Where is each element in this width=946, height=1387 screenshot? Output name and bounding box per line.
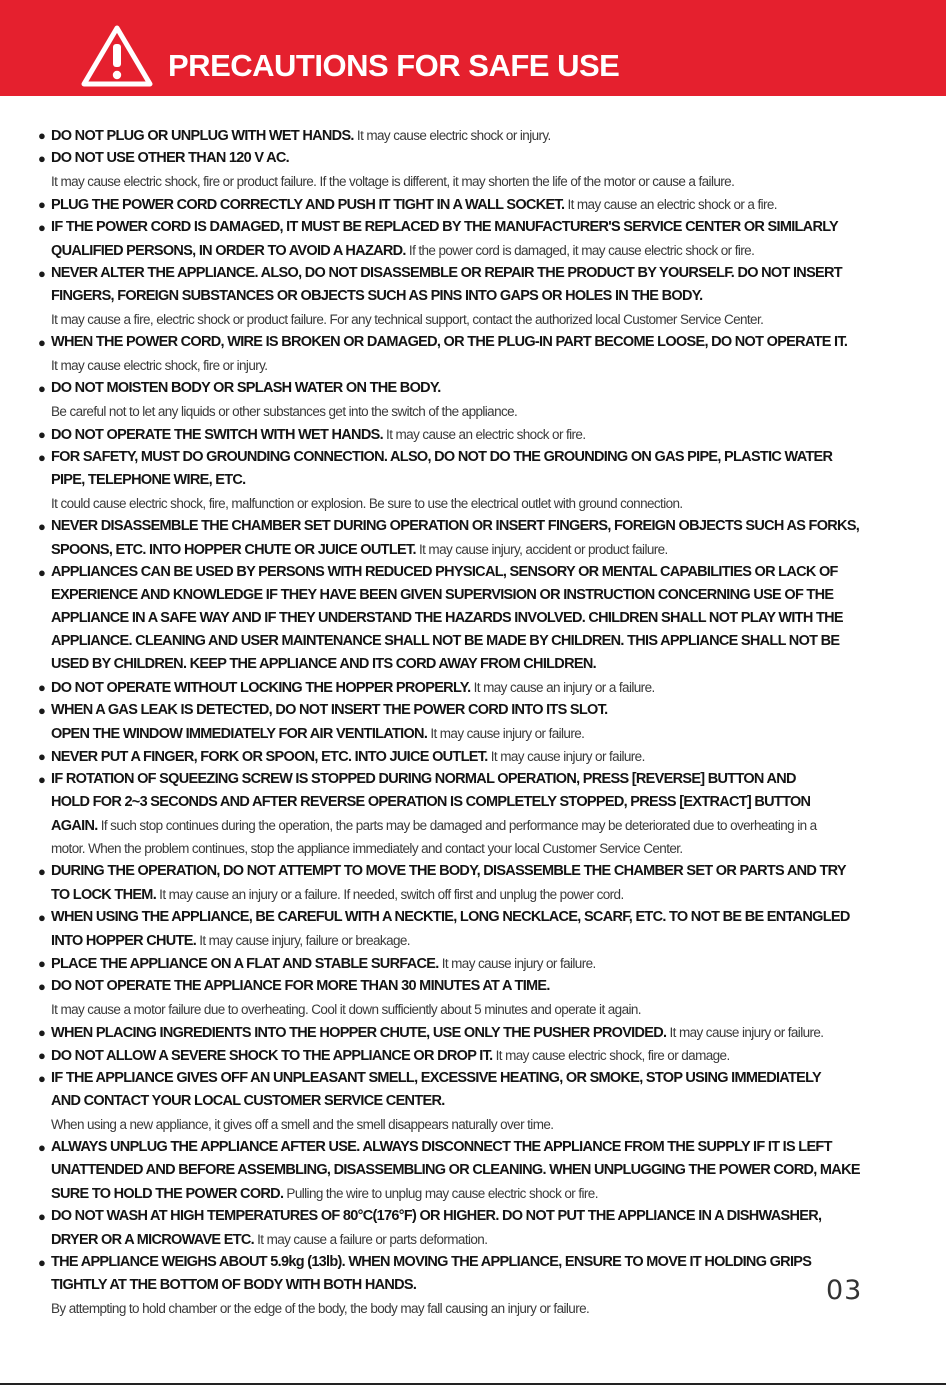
- bullet-icon: ●: [38, 197, 46, 212]
- precaution-heading-text: APPLIANCE IN A SAFE WAY AND IF THEY UNDERSTAND THE HAZARDS INVOLVED. CHILDREN SHALL NOT PLAY WITH THE: [51, 610, 843, 626]
- precaution-detail-text: It may cause an electric shock or fire.: [382, 427, 586, 442]
- precaution-line: [51, 216, 914, 239]
- precaution-heading-text: SURE TO HOLD THE POWER CORD.: [51, 1186, 284, 1202]
- precaution-heading-text: DO NOT OPERATE THE APPLIANCE FOR MORE THAN 30 MINUTES AT A TIME.: [51, 978, 550, 994]
- precaution-line: [51, 791, 914, 814]
- bullet-icon: ●: [38, 1048, 46, 1063]
- bullet-icon: ●: [38, 910, 46, 925]
- precaution-line: [51, 492, 914, 515]
- precaution-heading-text: AND CONTACT YOUR LOCAL CUSTOMER SERVICE CENTER.: [51, 1093, 445, 1109]
- precaution-line: [51, 607, 914, 630]
- precaution-detail-text: It may cause electric shock, fire or damage.: [492, 1048, 730, 1063]
- page-title: PRECAUTIONS FOR SAFE USE: [168, 48, 620, 83]
- precaution-item: [38, 768, 914, 860]
- precaution-line: [51, 745, 914, 768]
- header-banner: [0, 0, 946, 96]
- precaution-heading-text: TIGHTLY AT THE BOTTOM OF BODY WITH BOTH HANDS.: [51, 1277, 417, 1293]
- bullet-icon: ●: [38, 519, 46, 534]
- precaution-line: [51, 722, 914, 745]
- precaution-line: [51, 1021, 914, 1044]
- precaution-line: [51, 170, 914, 193]
- precaution-line: [51, 285, 914, 308]
- precaution-item: [38, 1136, 914, 1205]
- precaution-line: [51, 239, 914, 262]
- precaution-line: [51, 538, 914, 561]
- precaution-line: [51, 1136, 914, 1159]
- precaution-line: [51, 952, 914, 975]
- precaution-line: [51, 1159, 914, 1182]
- precaution-detail-text: By attempting to hold chamber or the edge of the body, the body may fall causing an injury or failure.: [51, 1301, 590, 1316]
- precaution-line: [51, 584, 914, 607]
- bullet-icon: ●: [38, 1071, 46, 1086]
- precaution-heading-text: DO NOT OPERATE THE SWITCH WITH WET HANDS.: [51, 427, 383, 443]
- precaution-item: [38, 975, 914, 1021]
- precaution-line: [51, 377, 914, 400]
- precaution-item: [38, 124, 914, 147]
- bottom-divider: [0, 1383, 946, 1385]
- bullet-icon: ●: [38, 381, 46, 396]
- precaution-detail-text: It may cause injury, accident or product failure.: [415, 542, 668, 557]
- precaution-item: [38, 561, 914, 676]
- precaution-heading-text: DRYER OR A MICROWAVE ETC.: [51, 1232, 254, 1248]
- bullet-icon: ●: [38, 565, 46, 580]
- precaution-heading-text: WHEN THE POWER CORD, WIRE IS BROKEN OR DAMAGED, OR THE PLUG-IN PART BECOME LOOSE, DO NOT OPERATE IT.: [51, 334, 848, 350]
- precaution-heading-text: PLACE THE APPLIANCE ON A FLAT AND STABLE SURFACE.: [51, 956, 439, 972]
- precaution-heading-text: AGAIN.: [51, 818, 98, 834]
- precaution-detail-text: It may cause electric shock, fire or injury.: [51, 358, 268, 373]
- precaution-detail-text: It may cause injury, failure or breakage.: [196, 933, 410, 948]
- precaution-line: [51, 469, 914, 492]
- precaution-detail-text: Pulling the wire to unplug may cause electric shock or fire.: [283, 1186, 598, 1201]
- precaution-item: [38, 377, 914, 423]
- precaution-line: [51, 308, 914, 331]
- precaution-item: [38, 676, 914, 699]
- precaution-item: [38, 952, 914, 975]
- precaution-heading-text: WHEN A GAS LEAK IS DETECTED, DO NOT INSERT THE POWER CORD INTO ITS SLOT.: [51, 702, 608, 718]
- bullet-icon: ●: [38, 864, 46, 879]
- precaution-item: [38, 1205, 914, 1251]
- precaution-heading-text: OPEN THE WINDOW IMMEDIATELY FOR AIR VENTILATION.: [51, 726, 428, 742]
- bullet-icon: ●: [38, 450, 46, 465]
- precaution-line: [51, 1090, 914, 1113]
- precaution-heading-text: NEVER DISASSEMBLE THE CHAMBER SET DURING OPERATION OR INSERT FINGERS, FOREIGN OBJECTS SUCH AS FORKS,: [51, 518, 860, 534]
- precaution-line: [51, 1297, 914, 1320]
- bullet-icon: ●: [38, 1209, 46, 1224]
- precaution-detail-text: Be careful not to let any liquids or other substances get into the switch of the appliance.: [51, 404, 518, 419]
- precaution-line: [51, 814, 914, 837]
- precaution-detail-text: It may cause electric shock or injury.: [353, 128, 551, 143]
- precaution-heading-text: ALWAYS UNPLUG THE APPLIANCE AFTER USE. ALWAYS DISCONNECT THE APPLIANCE FROM THE SUPPLY IF IT IS LEFT: [51, 1139, 832, 1155]
- precaution-line: [51, 906, 914, 929]
- precaution-item: [38, 331, 914, 377]
- bullet-icon: ●: [38, 680, 46, 695]
- precaution-heading-text: DO NOT MOISTEN BODY OR SPLASH WATER ON THE BODY.: [51, 380, 441, 396]
- precaution-item: [38, 262, 914, 331]
- bullet-icon: ●: [38, 427, 46, 442]
- precaution-line: [51, 929, 914, 952]
- precaution-item: [38, 1251, 914, 1320]
- precaution-heading-text: APPLIANCES CAN BE USED BY PERSONS WITH REDUCED PHYSICAL, SENSORY OR MENTAL CAPABILITIES OR LACK OF: [51, 564, 838, 580]
- precaution-heading-text: THE APPLIANCE WEIGHS ABOUT 5.9kg (13lb). WHEN MOVING THE APPLIANCE, ENSURE TO MOVE IT HOLDING GRIPS: [51, 1254, 812, 1270]
- bullet-icon: ●: [38, 151, 46, 166]
- precaution-heading-text: HOLD FOR 2~3 SECONDS AND AFTER REVERSE OPERATION IS COMPLETELY STOPPED, PRESS [EXTRACT] BUTTON: [51, 794, 811, 810]
- precaution-line: [51, 561, 914, 584]
- bullet-icon: ●: [38, 749, 46, 764]
- bullet-icon: ●: [38, 220, 46, 235]
- precaution-detail-text: It may cause an injury or a failure.: [470, 680, 655, 695]
- precaution-detail-text: It may cause an electric shock or a fire.: [564, 197, 777, 212]
- precaution-detail-text: It may cause electric shock, fire or product failure. If the voltage is different, it may shorten the life of the motor or cause a failure.: [51, 174, 735, 189]
- precaution-line: [51, 630, 914, 653]
- precaution-heading-text: INTO HOPPER CHUTE.: [51, 933, 197, 949]
- precaution-detail-text: If such stop continues during the operation, the parts may be damaged and performance may be deteriorated due to overheating in a: [97, 818, 817, 833]
- precaution-heading-text: USED BY CHILDREN. KEEP THE APPLIANCE AND ITS CORD AWAY FROM CHILDREN.: [51, 656, 596, 672]
- precaution-item: [38, 193, 914, 216]
- precaution-item: [38, 515, 914, 561]
- precaution-line: [51, 883, 914, 906]
- precaution-item: [38, 216, 914, 262]
- precaution-item: [38, 446, 914, 515]
- bullet-icon: ●: [38, 979, 46, 994]
- precaution-heading-text: DURING THE OPERATION, DO NOT ATTEMPT TO MOVE THE BODY, DISASSEMBLE THE CHAMBER SET OR PARTS AND TRY: [51, 863, 846, 879]
- precaution-detail-text: It may cause a fire, electric shock or product failure. For any technical support, contact the authorized local Customer Service Center.: [51, 312, 764, 327]
- precaution-line: [51, 446, 914, 469]
- precaution-heading-text: IF THE APPLIANCE GIVES OFF AN UNPLEASANT SMELL, EXCESSIVE HEATING, OR SMOKE, STOP USING IMMEDIATELY: [51, 1070, 821, 1086]
- precaution-heading-text: APPLIANCE. CLEANING AND USER MAINTENANCE SHALL NOT BE MADE BY CHILDREN. THIS APPLIANCE SHALL NOT BE: [51, 633, 840, 649]
- precaution-detail-text: It may cause an injury or a failure. If needed, switch off first and unplug the power cord.: [156, 887, 624, 902]
- bullet-icon: ●: [38, 956, 46, 971]
- bullet-icon: ●: [38, 266, 46, 281]
- precaution-detail-text: It may cause a motor failure due to overheating. Cool it down sufficiently about 5 minutes and operate it again.: [51, 1002, 641, 1017]
- precaution-heading-text: FOR SAFETY, MUST DO GROUNDING CONNECTION. ALSO, DO NOT DO THE GROUNDING ON GAS PIPE, PLASTIC WATER: [51, 449, 833, 465]
- precaution-line: [51, 331, 914, 354]
- precaution-heading-text: SPOONS, ETC. INTO HOPPER CHUTE OR JUICE OUTLET.: [51, 542, 416, 558]
- bullet-icon: ●: [38, 1140, 46, 1155]
- bullet-icon: ●: [38, 1025, 46, 1040]
- bullet-icon: ●: [38, 1255, 46, 1270]
- precaution-item: [38, 745, 914, 768]
- precaution-heading-text: EXPERIENCE AND KNOWLEDGE IF THEY HAVE BEEN GIVEN SUPERVISION OR INSTRUCTION CONCERNING USE OF THE: [51, 587, 834, 603]
- precaution-item: [38, 699, 914, 745]
- precaution-line: [51, 124, 914, 147]
- bullet-icon: ●: [38, 128, 46, 143]
- precaution-heading-text: UNATTENDED AND BEFORE ASSEMBLING, DISASSEMBLING OR CLEANING. WHEN UNPLUGGING THE POWER CORD, MAKE: [51, 1162, 860, 1178]
- precaution-detail-text: It may cause injury or failure.: [487, 749, 645, 764]
- precaution-heading-text: DO NOT ALLOW A SEVERE SHOCK TO THE APPLIANCE OR DROP IT.: [51, 1048, 493, 1064]
- precaution-line: [51, 354, 914, 377]
- precaution-line: [51, 1044, 914, 1067]
- precaution-heading-text: DO NOT USE OTHER THAN 120 V AC.: [51, 150, 289, 166]
- precaution-detail-text: It may cause injury or failure.: [438, 956, 596, 971]
- precaution-detail-text: motor. When the problem continues, stop the appliance immediately and contact your local Customer Service Center.: [51, 841, 683, 856]
- precaution-line: [51, 837, 914, 860]
- bullet-icon: ●: [38, 703, 46, 718]
- precaution-line: [51, 768, 914, 791]
- precaution-heading-text: WHEN USING THE APPLIANCE, BE CAREFUL WITH A NECKTIE, LONG NECKLACE, SCARF, ETC. TO NOT BE BE ENTANGLED: [51, 909, 850, 925]
- precaution-line: [51, 423, 914, 446]
- precaution-item: [38, 906, 914, 952]
- precaution-line: [51, 1205, 914, 1228]
- precaution-line: [51, 515, 914, 538]
- precaution-line: [51, 1274, 914, 1297]
- precaution-line: [51, 147, 914, 170]
- precaution-line: [51, 653, 914, 676]
- precaution-detail-text: It could cause electric shock, fire, malfunction or explosion. Be sure to use the electrical outlet with ground connection.: [51, 496, 683, 511]
- precaution-heading-text: IF THE POWER CORD IS DAMAGED, IT MUST BE REPLACED BY THE MANUFACTURER'S SERVICE CENTER OR SIMILARLY: [51, 219, 839, 235]
- precaution-detail-text: If the power cord is damaged, it may cause electric shock or fire.: [405, 243, 755, 258]
- precaution-item: [38, 1067, 914, 1136]
- precaution-line: [51, 676, 914, 699]
- precaution-detail-text: It may cause injury or failure.: [666, 1025, 824, 1040]
- precaution-line: [51, 1067, 914, 1090]
- page-number: 03: [826, 1275, 863, 1306]
- precaution-line: [51, 1113, 914, 1136]
- precaution-heading-text: WHEN PLACING INGREDIENTS INTO THE HOPPER CHUTE, USE ONLY THE PUSHER PROVIDED.: [51, 1025, 667, 1041]
- precaution-line: [51, 860, 914, 883]
- precaution-detail-text: It may cause injury or failure.: [427, 726, 585, 741]
- precaution-line: [51, 998, 914, 1021]
- precaution-item: [38, 1044, 914, 1067]
- precaution-line: [51, 1251, 914, 1274]
- precaution-heading-text: NEVER PUT A FINGER, FORK OR SPOON, ETC. INTO JUICE OUTLET.: [51, 749, 488, 765]
- precaution-line: [51, 1228, 914, 1251]
- precaution-item: [38, 1021, 914, 1044]
- precaution-line: [51, 193, 914, 216]
- precaution-line: [51, 262, 914, 285]
- precaution-line: [51, 400, 914, 423]
- precaution-heading-text: DO NOT OPERATE WITHOUT LOCKING THE HOPPER PROPERLY.: [51, 680, 471, 696]
- precaution-heading-text: PIPE, TELEPHONE WIRE, ETC.: [51, 472, 246, 488]
- precaution-heading-text: QUALIFIED PERSONS, IN ORDER TO AVOID A HAZARD.: [51, 243, 406, 259]
- precaution-heading-text: DO NOT PLUG OR UNPLUG WITH WET HANDS.: [51, 128, 354, 144]
- bullet-icon: ●: [38, 335, 46, 350]
- precaution-heading-text: IF ROTATION OF SQUEEZING SCREW IS STOPPED DURING NORMAL OPERATION, PRESS [REVERSE] BUTTON AND: [51, 771, 796, 787]
- precaution-heading-text: PLUG THE POWER CORD CORRECTLY AND PUSH IT TIGHT IN A WALL SOCKET.: [51, 197, 565, 213]
- precaution-item: [38, 860, 914, 906]
- precaution-line: [51, 699, 914, 722]
- precaution-detail-text: It may cause a failure or parts deformation.: [253, 1232, 488, 1247]
- precaution-heading-text: NEVER ALTER THE APPLIANCE. ALSO, DO NOT DISASSEMBLE OR REPAIR THE PRODUCT BY YOURSELF. DO NOT INSERT: [51, 265, 842, 281]
- bullet-icon: ●: [38, 772, 46, 787]
- precaution-detail-text: When using a new appliance, it gives off a smell and the smell disappears naturally over time.: [51, 1117, 554, 1132]
- precaution-line: [51, 1182, 914, 1205]
- precaution-item: [38, 423, 914, 446]
- precautions-list: [38, 124, 914, 1320]
- warning-triangle-icon: [80, 24, 154, 88]
- precaution-item: [38, 147, 914, 193]
- precaution-heading-text: DO NOT WASH AT HIGH TEMPERATURES OF 80°C(176°F) OR HIGHER. DO NOT PUT THE APPLIANCE IN A DISHWASHER,: [51, 1208, 822, 1224]
- precaution-heading-text: FINGERS, FOREIGN SUBSTANCES OR OBJECTS SUCH AS PINS INTO GAPS OR HOLES IN THE BODY.: [51, 288, 703, 304]
- precaution-line: [51, 975, 914, 998]
- precaution-heading-text: TO LOCK THEM.: [51, 887, 157, 903]
